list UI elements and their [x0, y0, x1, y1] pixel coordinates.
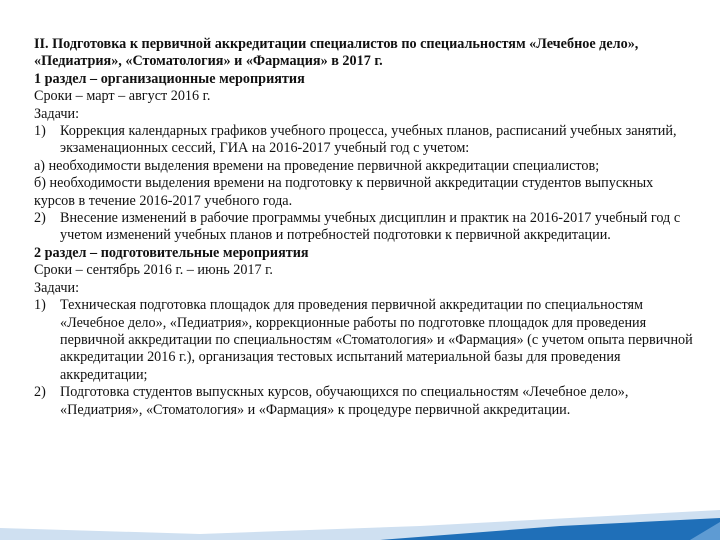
- task-text: Техническая подготовка площадок для проведения первичной аккредитации по специальностям «Лечебное дело», «Педиатрия», коррекционные работы по подготовке площадок для проведения первичной аккредитации по специальностям «Стоматология» и «Фармация» (с учетом опыта первичной аккредитации 2016 г.), организация тестовых испытаний материальной базы для проведения аккредитации;: [60, 297, 693, 383]
- section1-heading: 1 раздел – организационные мероприятия: [34, 70, 305, 87]
- task-number: 2): [34, 210, 46, 227]
- section1-tasks-label: Задачи:: [34, 105, 80, 122]
- section2-tasks-label: Задачи:: [34, 279, 80, 296]
- task-number: 2): [34, 384, 46, 401]
- section1-task-1: [34, 123, 694, 158]
- section1-task-2: [34, 210, 694, 245]
- task-text: Внесение изменений в рабочие программы учебных дисциплин и практик на 2016-2017 учебный год с учетом изменений учебных планов и потребностей подготовки к первичной аккредитации.: [60, 210, 681, 244]
- slide-title: II. Подготовка к первичной аккредитации специалистов по специальностям «Лечебное дело», «Педиатрия», «Стоматология» и «Фармация» в 2017 г.: [34, 36, 639, 70]
- section2-task-2: [34, 384, 694, 419]
- section1-dates: Сроки – март – август 2016 г.: [34, 88, 211, 105]
- section1-subitem-a: а) необходимости выделения времени на проведение первичной аккредитации специалистов;: [34, 157, 600, 174]
- task-text: Коррекция календарных графиков учебного процесса, учебных планов, расписаний учебных занятий, экзаменационных сессий, ГИА на 2016-2017 учебный год с учетом:: [60, 123, 677, 157]
- section2-heading: 2 раздел – подготовительные мероприятия: [34, 244, 309, 261]
- task-number: 1): [34, 297, 46, 314]
- section2-task-1: [34, 297, 694, 384]
- section2-dates: Сроки – сентябрь 2016 г. – июнь 2017 г.: [34, 262, 273, 279]
- slide-content: [34, 36, 694, 419]
- bottom-decoration: [0, 480, 720, 540]
- task-text: Подготовка студентов выпускных курсов, обучающихся по специальностям «Лечебное дело», «Педиатрия», «Стоматология» и «Фармация» к процедуре первичной аккредитации.: [60, 384, 629, 418]
- task-number: 1): [34, 123, 46, 140]
- section1-subitem-b: б) необходимости выделения времени на подготовку к первичной аккредитации студентов выпускных курсов в течение 2016-2017 учебного года.: [34, 175, 654, 209]
